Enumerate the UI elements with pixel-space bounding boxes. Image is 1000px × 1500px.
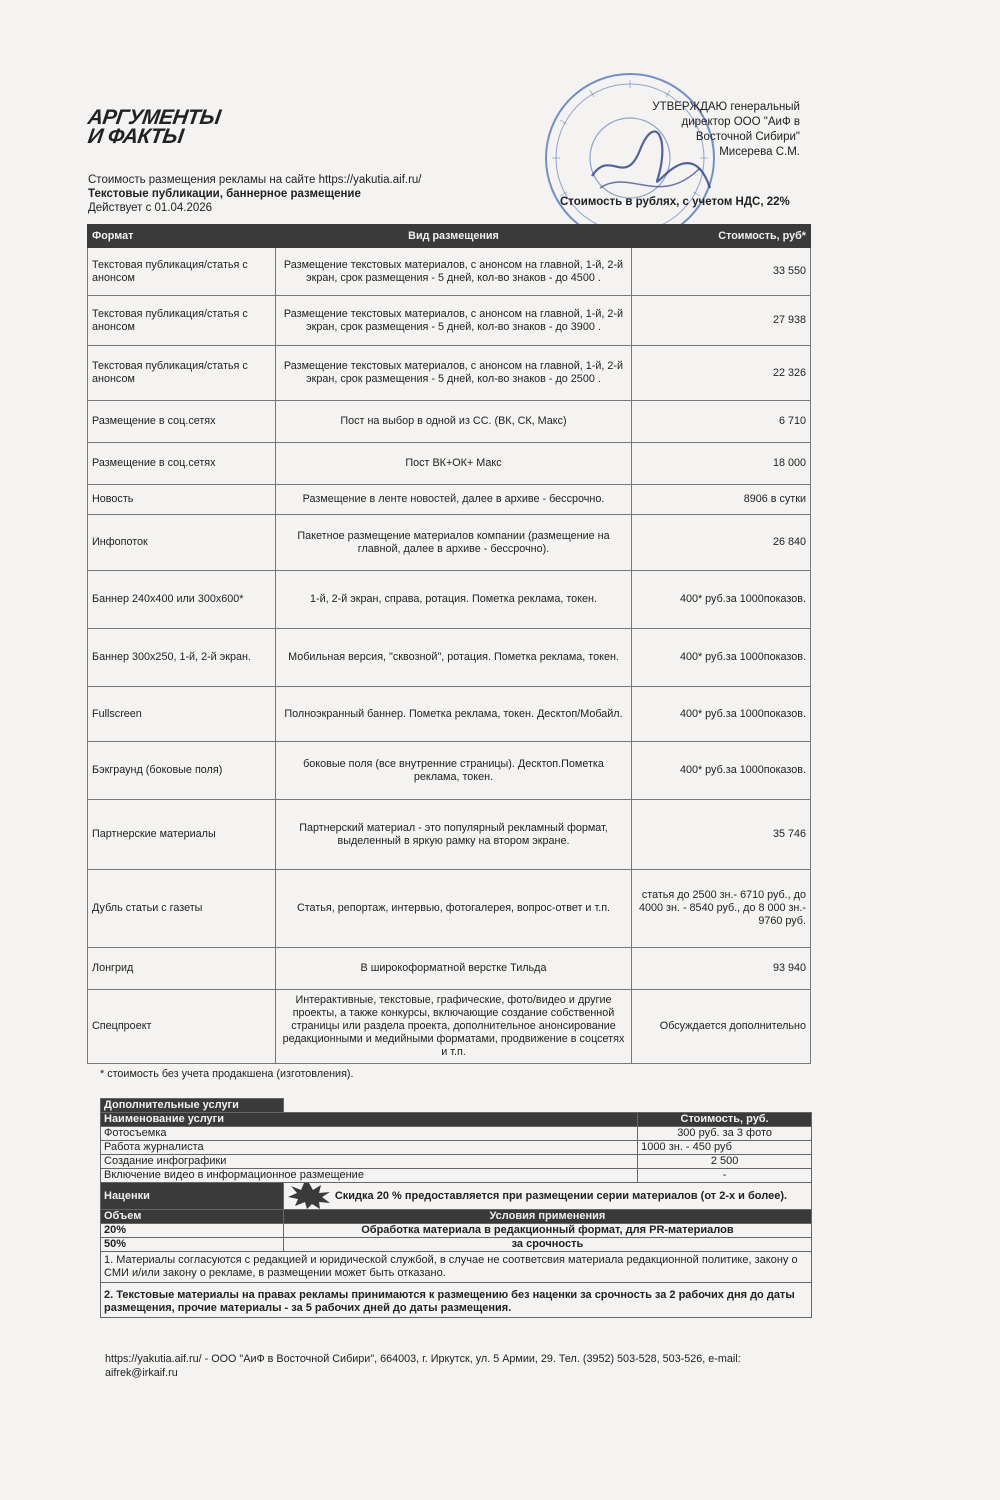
placement-cell: Мобильная версия, "сквозной", ротация. Пометка реклама, токен. bbox=[276, 629, 632, 687]
service-price-header: Стоимость, руб. bbox=[638, 1113, 812, 1127]
price-cell: 400* руб.за 1000показов. bbox=[632, 687, 811, 742]
placement-cell: В широкоформатной верстке Тильда bbox=[276, 948, 632, 990]
format-cell: Бэкграунд (боковые поля) bbox=[88, 742, 276, 800]
price-table-header bbox=[88, 225, 811, 248]
format-cell: Баннер 240х400 или 300х600* bbox=[88, 571, 276, 629]
price-cell: 93 940 bbox=[632, 948, 811, 990]
format-cell: Новость bbox=[88, 485, 276, 515]
format-cell: Инфопоток bbox=[88, 515, 276, 571]
placement-cell: Размещение текстовых материалов, с анонсом на главной, 1-й, 2-й экран, срок размещения - 5 дней, кол-во знаков - до 4500 . bbox=[276, 248, 632, 296]
note-row bbox=[101, 1283, 812, 1318]
format-cell: Дубль статьи с газеты bbox=[88, 870, 276, 948]
table-row bbox=[88, 248, 811, 296]
column-header-placement: Вид размещения bbox=[276, 225, 632, 248]
aif-logo bbox=[88, 108, 243, 148]
extra-title-row bbox=[101, 1099, 812, 1113]
format-cell: Текстовая публикация/статья с анонсом bbox=[88, 248, 276, 296]
markups-title: Наценки bbox=[101, 1183, 284, 1210]
service-row bbox=[101, 1169, 812, 1183]
service-price: 300 руб. за 3 фото bbox=[638, 1127, 812, 1141]
price-cell: 26 840 bbox=[632, 515, 811, 571]
table-row bbox=[88, 687, 811, 742]
price-cell: 35 746 bbox=[632, 800, 811, 870]
price-cell: 400* руб.за 1000показов. bbox=[632, 629, 811, 687]
table-row bbox=[88, 629, 811, 687]
markup-condition: Обработка материала в редакционный формат, для PR-материалов bbox=[283, 1224, 811, 1238]
placement-cell: Интерактивные, текстовые, графические, фото/видео и другие проекты, а также конкурсы, включающие создание собственной страницы или раздела проекта, дополнительное анонсирование редакционными и медийными форматами, продвижение в соцсетях и т.п. bbox=[276, 990, 632, 1064]
price-cell: 6 710 bbox=[632, 401, 811, 443]
price-cell: 27 938 bbox=[632, 296, 811, 346]
placement-cell: Полноэкранный баннер. Пометка реклама, токен. Десктоп/Мобайл. bbox=[276, 687, 632, 742]
conditions-header: Условия применения bbox=[283, 1210, 811, 1224]
price-cell: Обсуждается дополнительно bbox=[632, 990, 811, 1064]
markup-condition: за срочность bbox=[283, 1238, 811, 1252]
format-cell: Баннер 300х250, 1-й, 2-й экран. bbox=[88, 629, 276, 687]
table-row bbox=[88, 948, 811, 990]
starburst-icon bbox=[287, 1183, 331, 1209]
markup-row bbox=[101, 1224, 812, 1238]
footnote: * стоимость без учета продакшена (изготовления). bbox=[100, 1068, 354, 1080]
extra-header-row bbox=[101, 1113, 812, 1127]
placement-cell: Размещение в ленте новостей, далее в архиве - бессрочно. bbox=[276, 485, 632, 515]
service-name: Создание инфографики bbox=[101, 1155, 638, 1169]
discount-note-cell bbox=[283, 1183, 811, 1210]
format-cell: Размещение в соц.сетях bbox=[88, 401, 276, 443]
note-row bbox=[101, 1252, 812, 1283]
price-cell: статья до 2500 зн.- 6710 руб., до 4000 зн. - 8540 руб., до 8 000 зн.- 9760 руб. bbox=[632, 870, 811, 948]
format-cell: Спецпроект bbox=[88, 990, 276, 1064]
service-name-header: Наименование услуги bbox=[101, 1113, 638, 1127]
placement-cell: Размещение текстовых материалов, с анонсом на главной, 1-й, 2-й экран, срок размещения - 5 дней, кол-во знаков - до 3900 . bbox=[276, 296, 632, 346]
column-header-price: Стоимость, руб* bbox=[632, 225, 811, 248]
table-row bbox=[88, 990, 811, 1064]
table-row bbox=[88, 800, 811, 870]
service-price: 2 500 bbox=[638, 1155, 812, 1169]
table-row bbox=[88, 346, 811, 401]
placement-cell: Пост ВК+ОК+ Макс bbox=[276, 443, 632, 485]
markup-volume: 20% bbox=[101, 1224, 284, 1238]
extra-title: Дополнительные услуги bbox=[101, 1099, 284, 1113]
markups-title-row bbox=[101, 1183, 812, 1210]
currency-note: Стоимость в рублях, с учетом НДС, 22% bbox=[560, 196, 790, 208]
valid-from: Действует с 01.04.2026 bbox=[88, 202, 213, 214]
placement-cell: Статья, репортаж, интервью, фотогалерея, вопрос-ответ и т.п. bbox=[276, 870, 632, 948]
service-name: Фотосъемка bbox=[101, 1127, 638, 1141]
price-table bbox=[87, 224, 811, 1064]
discount-note: Скидка 20 % предоставляется при размещении серии материалов (от 2-х и более). bbox=[334, 1189, 788, 1202]
extra-services-table bbox=[100, 1098, 812, 1318]
note-1: 1. Материалы согласуются с редакцией и юридической службой, в случае не соответсвия материала редакционной политике, закону о СМИ и/или закону о рекламе, в размещении может быть отказано. bbox=[101, 1252, 812, 1283]
service-price: - bbox=[638, 1169, 812, 1183]
table-row bbox=[88, 443, 811, 485]
approval-line: Мисерева С.М. bbox=[719, 146, 800, 158]
table-row bbox=[88, 296, 811, 346]
format-cell: Fullscreen bbox=[88, 687, 276, 742]
approval-line: УТВЕРЖДАЮ генеральный bbox=[652, 101, 800, 113]
document-subtitle: Текстовые публикации, баннерное размещение bbox=[88, 188, 361, 200]
price-cell: 18 000 bbox=[632, 443, 811, 485]
placement-cell: Размещение текстовых материалов, с анонсом на главной, 1-й, 2-й экран, срок размещения - 5 дней, кол-во знаков - до 2500 . bbox=[276, 346, 632, 401]
service-price: 1000 зн. - 450 руб bbox=[638, 1141, 812, 1155]
document-title: Стоимость размещения рекламы на сайте https://yakutia.aif.ru/ bbox=[88, 174, 422, 186]
service-name: Включение видео в информационное размещение bbox=[101, 1169, 638, 1183]
document-header bbox=[88, 173, 422, 215]
markup-volume: 50% bbox=[101, 1238, 284, 1252]
logo-line-1: АРГУМЕНТЫ bbox=[86, 106, 222, 129]
placement-cell: Пост на выбор в одной из СС. (ВК, СК, Макс) bbox=[276, 401, 632, 443]
contacts-footer: https://yakutia.aif.ru/ - ООО "АиФ в Восточной Сибири", 664003, г. Иркутск, ул. 5 Армии, 29. Тел. (3952) 503-528, 503-526, e-mail: aifrek@irkaif.ru bbox=[105, 1353, 741, 1379]
price-cell: 22 326 bbox=[632, 346, 811, 401]
price-cell: 400* руб.за 1000показов. bbox=[632, 742, 811, 800]
table-row bbox=[88, 742, 811, 800]
placement-cell: 1-й, 2-й экран, справа, ротация. Пометка реклама, токен. bbox=[276, 571, 632, 629]
approval-line: директор ООО "АиФ в bbox=[681, 116, 800, 128]
service-row bbox=[101, 1155, 812, 1169]
placement-cell: боковые поля (все внутренние страницы). Десктоп.Пометка реклама, токен. bbox=[276, 742, 632, 800]
volume-header: Объем bbox=[101, 1210, 284, 1224]
approval-block bbox=[640, 100, 800, 160]
markups-header-row bbox=[101, 1210, 812, 1224]
column-header-format: Формат bbox=[88, 225, 276, 248]
table-row bbox=[88, 870, 811, 948]
format-cell: Лонгрид bbox=[88, 948, 276, 990]
service-row bbox=[101, 1127, 812, 1141]
placement-cell: Пакетное размещение материалов компании (размещение на главной, далее в архиве - бессрочно). bbox=[276, 515, 632, 571]
service-name: Работа журналиста bbox=[101, 1141, 638, 1155]
service-row bbox=[101, 1141, 812, 1155]
table-row bbox=[88, 401, 811, 443]
placement-cell: Партнерский материал - это популярный рекламный формат, выделенный в яркую рамку на втором экране. bbox=[276, 800, 632, 870]
price-cell: 400* руб.за 1000показов. bbox=[632, 571, 811, 629]
table-row bbox=[88, 515, 811, 571]
format-cell: Текстовая публикация/статья с анонсом bbox=[88, 296, 276, 346]
price-cell: 8906 в сутки bbox=[632, 485, 811, 515]
format-cell: Размещение в соц.сетях bbox=[88, 443, 276, 485]
logo-line-2: И ФАКТЫ bbox=[86, 125, 185, 148]
note-2: 2. Текстовые материалы на правах рекламы принимаются к размещению без наценки за срочность за 2 рабочих дня до даты размещения, прочие материалы - за 5 рабочих дней до даты размещения. bbox=[101, 1283, 812, 1318]
approval-line: Восточной Сибири" bbox=[695, 131, 800, 143]
format-cell: Партнерские материалы bbox=[88, 800, 276, 870]
price-cell: 33 550 bbox=[632, 248, 811, 296]
markup-row bbox=[101, 1238, 812, 1252]
table-row bbox=[88, 571, 811, 629]
format-cell: Текстовая публикация/статья с анонсом bbox=[88, 346, 276, 401]
table-row bbox=[88, 485, 811, 515]
